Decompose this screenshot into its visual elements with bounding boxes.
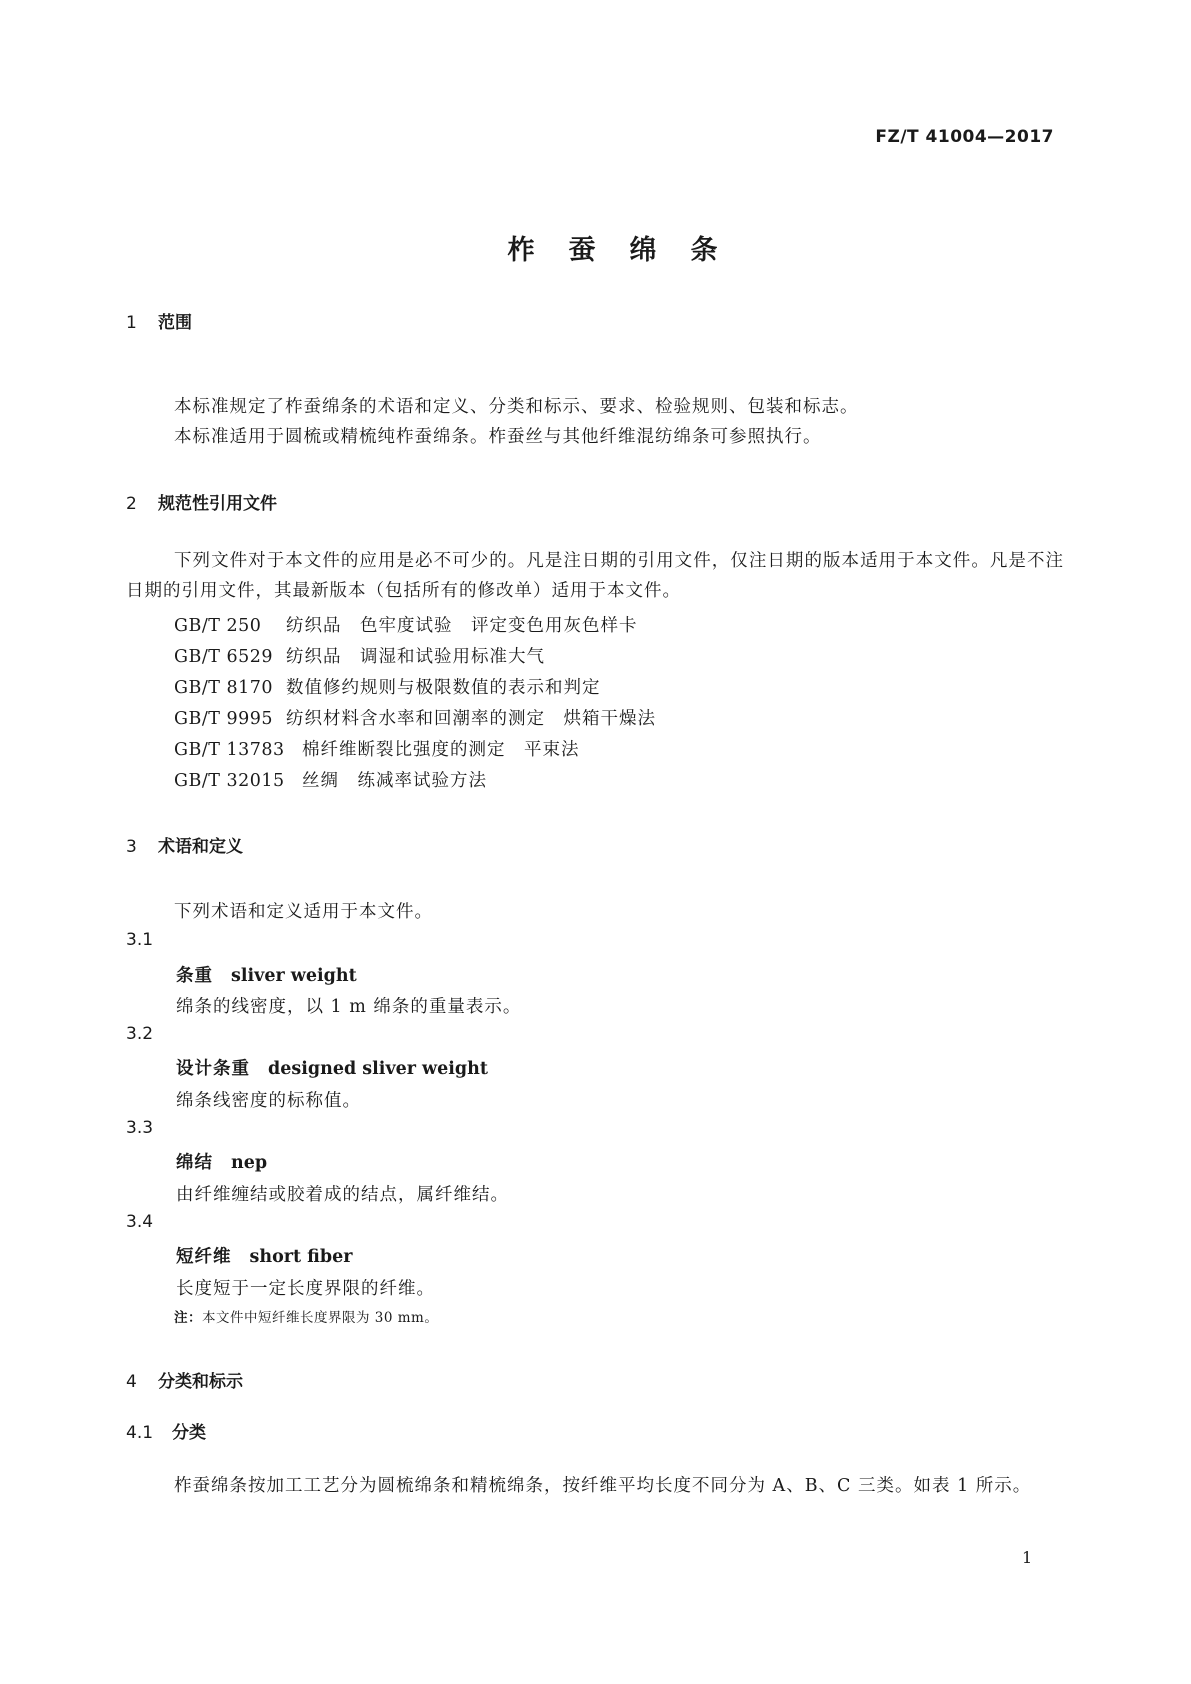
paragraph: 下列术语和定义适用于本文件。 [174,902,433,922]
term-cn: 设计条重 [176,1059,250,1079]
section-3-heading [126,832,243,857]
reference-title: 纺织品 色牢度试验 评定变色用灰色样卡 [286,616,638,636]
section-2-heading [126,489,277,514]
term-heading [176,962,357,987]
term-en: designed sliver weight [268,1059,488,1079]
term-definition: 绵条的线密度，以 1 m 绵条的重量表示。 [176,997,522,1017]
reference-title: 纺织品 调湿和试验用标准大气 [286,647,545,667]
note-label: 注： [174,1310,202,1326]
term-number: 3.1 [126,930,154,950]
term-heading [176,1243,352,1268]
document-code: FZ/T 41004—2017 [875,127,1054,147]
section-title: 范围 [158,313,192,333]
term-cn: 条重 [176,966,213,986]
reference-title: 数值修约规则与极限数值的表示和判定 [286,678,601,698]
term-definition: 由纤维缠结或胶着成的结点，属纤维结。 [176,1185,509,1205]
reference-code: GB/T 32015 [174,771,285,791]
paragraph: 本标准规定了柞蚕绵条的术语和定义、分类和标示、要求、检验规则、包装和标志。 [174,397,859,417]
reference-code: GB/T 13783 [174,740,285,760]
reference-item [174,643,545,668]
term-en: sliver weight [231,966,357,986]
term-cn: 短纤维 [176,1247,232,1267]
subsection-number: 4.1 [126,1423,154,1443]
reference-title: 棉纤维断裂比强度的测定 平束法 [302,740,580,760]
reference-item [174,705,656,730]
subsection-4-1-heading [126,1418,206,1443]
term-heading [176,1055,488,1080]
reference-item [174,612,638,637]
reference-title: 纺织材料含水率和回潮率的测定 烘箱干燥法 [286,709,656,729]
section-title: 分类和标示 [158,1372,243,1392]
reference-code: GB/T 6529 [174,647,274,667]
section-number: 3 [126,837,137,857]
section-title: 规范性引用文件 [158,494,277,514]
reference-title: 丝绸 练减率试验方法 [302,771,487,791]
term-number: 3.3 [126,1118,154,1138]
reference-item [174,767,487,792]
section-number: 4 [126,1372,137,1392]
section-title: 术语和定义 [158,837,243,857]
reference-code: GB/T 250 [174,616,262,636]
note-text: 本文件中短纤维长度界限为 30 mm。 [202,1310,439,1326]
reference-code: GB/T 8170 [174,678,274,698]
term-number: 3.4 [126,1212,154,1232]
term-note [174,1306,438,1326]
section-1-heading [126,308,192,333]
reference-item [174,674,601,699]
paragraph: 下列文件对于本文件的应用是必不可少的。凡是注日期的引用文件，仅注日期的版本适用于本文件。凡是不注日期的引用文件，其最新版本（包括所有的修改单）适用于本文件。 [126,551,1064,601]
document-title: 柞蚕绵条 [507,235,752,266]
term-cn: 绵结 [176,1153,213,1173]
reference-code: GB/T 9995 [174,709,274,729]
section-number: 1 [126,313,137,333]
term-en: short fiber [249,1247,353,1267]
term-number: 3.2 [126,1024,154,1044]
term-definition: 绵条线密度的标称值。 [176,1091,361,1111]
page-number: 1 [1022,1548,1033,1567]
term-definition: 长度短于一定长度界限的纤维。 [176,1279,435,1299]
paragraph: 本标准适用于圆梳或精梳纯柞蚕绵条。柞蚕丝与其他纤维混纺绵条可参照执行。 [174,427,822,447]
subsection-title: 分类 [172,1423,206,1443]
paragraph: 柞蚕绵条按加工工艺分为圆梳绵条和精梳绵条，按纤维平均长度不同分为 A、B、C 三类。如表 1 所示。 [174,1476,1032,1496]
term-en: nep [231,1153,268,1173]
term-heading [176,1149,267,1174]
reference-item [174,736,580,761]
section-4-heading [126,1367,243,1392]
section-number: 2 [126,494,137,514]
